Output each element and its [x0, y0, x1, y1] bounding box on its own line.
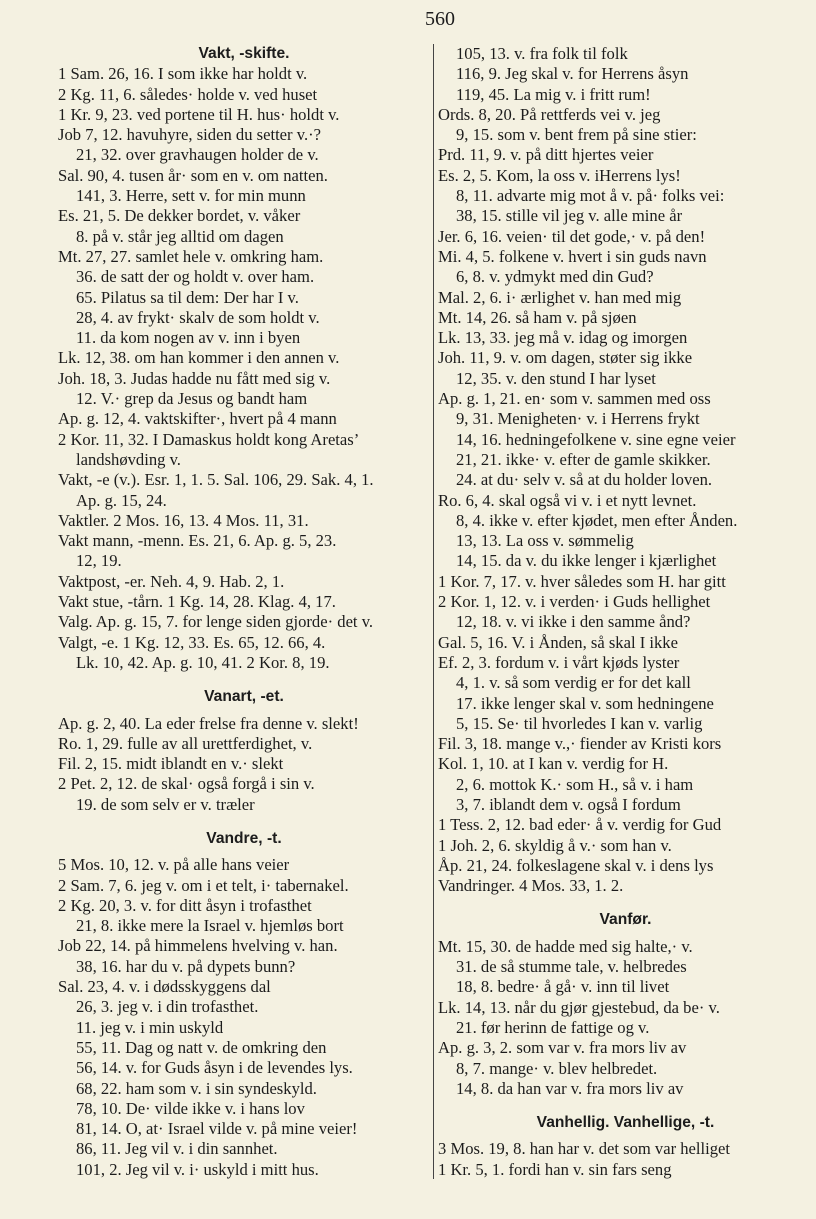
concordance-entry: 2 Kg. 11, 6. således· holde v. ved huset — [58, 84, 318, 104]
concordance-entry: 3 Mos. 19, 8. han har v. det som var helliget — [438, 1139, 731, 1159]
concordance-entry: 1 Kor. 7, 17. v. hver således som H. har gitt — [438, 571, 726, 591]
concordance-entry: 17. ikke lenger skal v. som hedningene — [456, 693, 714, 713]
concordance-entry: 86, 11. Jeg vil v. i din sannhet. — [76, 1139, 278, 1159]
concordance-entry: Es. 2, 5. Kom, la oss v. iHerrens lys! — [438, 165, 681, 185]
concordance-entry: Job 7, 12. havuhyre, siden du setter v.·? — [58, 125, 321, 145]
concordance-entry: Joh. 11, 9. v. om dagen, støter sig ikke — [438, 348, 693, 368]
concordance-entry: Ords. 8, 20. På rettferds vei v. jeg — [438, 104, 661, 124]
concordance-entry: 56, 14. v. for Guds åsyn i de levendes lys. — [76, 1058, 353, 1078]
concordance-entry: 68, 22. ham som v. i sin syndeskyld. — [76, 1078, 317, 1098]
concordance-entry: Ap. g. 12, 4. vaktskifter·, hvert på 4 mann — [58, 409, 337, 429]
concordance-entry: 119, 45. La mig v. i fritt rum! — [456, 84, 651, 104]
concordance-entry: Ap. g. 1, 21. en· som v. sammen med oss — [438, 389, 711, 409]
section-heading: Vanart, -et. — [204, 688, 284, 706]
concordance-entry: 116, 9. Jeg skal v. for Herrens åsyn — [456, 64, 689, 84]
concordance-entry: Prd. 11, 9. v. på ditt hjertes veier — [438, 145, 654, 165]
column-divider — [433, 44, 434, 1179]
concordance-entry: Mt. 27, 27. samlet hele v. omkring ham. — [58, 246, 324, 266]
concordance-entry: Mi. 4, 5. folkene v. hvert i sin guds navn — [438, 246, 707, 266]
concordance-entry: 8. på v. står jeg alltid om dagen — [76, 226, 284, 246]
section-heading: Vanfør. — [599, 911, 652, 929]
concordance-entry: Vakt mann, -menn. Es. 21, 6. Ap. g. 5, 23. — [58, 531, 337, 551]
concordance-entry: 1 Kr. 5, 1. fordi han v. sin fars seng — [438, 1159, 672, 1179]
concordance-entry: 12, 35. v. den stund I har lyset — [456, 368, 656, 388]
concordance-entry: 18, 8. bedre· å gå· v. inn til livet — [456, 977, 670, 997]
concordance-entry: 14, 16. hedningefolkene v. sine egne veier — [456, 429, 736, 449]
concordance-entry: 21, 21. ikke· v. efter de gamle skikker. — [456, 449, 711, 469]
concordance-entry: Ro. 6, 4. skal også vi v. i et nytt levnet. — [438, 490, 697, 510]
concordance-entry: Vandringer. 4 Mos. 33, 1. 2. — [438, 876, 624, 896]
concordance-entry: 19. de som selv er v. træler — [76, 794, 255, 814]
concordance-entry: 1 Kr. 9, 23. ved portene til H. hus· holdt v. — [58, 104, 340, 124]
concordance-entry: 1 Sam. 26, 16. I som ikke har holdt v. — [58, 64, 308, 84]
concordance-entry: 38, 15. stille vil jeg v. alle mine år — [456, 206, 683, 226]
concordance-entry: Sal. 23, 4. v. i dødsskyggens dal — [58, 977, 271, 997]
concordance-entry: 24. at du· selv v. så at du holder loven. — [456, 470, 713, 490]
concordance-entry: Vaktler. 2 Mos. 16, 13. 4 Mos. 11, 31. — [58, 510, 309, 530]
concordance-entry: 8, 7. mange· v. blev helbredet. — [456, 1058, 658, 1078]
concordance-entry: Lk. 12, 38. om han kommer i den annen v. — [58, 348, 340, 368]
concordance-entry: 2 Kg. 20, 3. v. for ditt åsyn i trofasthet — [58, 895, 312, 915]
concordance-entry: Vakt stue, -tårn. 1 Kg. 14, 28. Klag. 4, 17. — [58, 592, 336, 612]
concordance-entry: 12, 19. — [76, 551, 122, 571]
concordance-entry: Ef. 2, 3. fordum v. i vårt kjøds lyster — [438, 652, 680, 672]
concordance-entry: 9, 15. som v. bent frem på sine stier: — [456, 125, 697, 145]
concordance-entry: Lk. 14, 13. når du gjør gjestebud, da be· v. — [438, 997, 720, 1017]
concordance-entry: 21, 8. ikke mere la Israel v. hjemløs bort — [76, 916, 344, 936]
concordance-entry: 13, 13. La oss v. sømmelig — [456, 531, 634, 551]
concordance-entry: Es. 21, 5. De dekker bordet, v. våker — [58, 206, 301, 226]
section-heading: Vandre, -t. — [206, 829, 282, 847]
concordance-entry: 2 Sam. 7, 6. jeg v. om i et telt, i· tabernakel. — [58, 875, 349, 895]
concordance-entry: 21. før herinn de fattige og v. — [456, 1017, 650, 1037]
concordance-entry: Fil. 3, 18. mange v.,· fiender av Kristi kors — [438, 734, 722, 754]
concordance-entry: Valgt, -e. 1 Kg. 12, 33. Es. 65, 12. 66, 4. — [58, 632, 326, 652]
concordance-entry: 21, 32. over gravhaugen holder de v. — [76, 145, 319, 165]
concordance-entry: 65. Pilatus sa til dem: Der har I v. — [76, 287, 299, 307]
concordance-entry: Vakt, -e (v.). Esr. 1, 1. 5. Sal. 106, 29. Sak. 4, 1. — [58, 470, 374, 490]
left-column — [58, 44, 430, 1180]
section-heading: Vanhellig. Vanhellige, -t. — [536, 1114, 715, 1132]
concordance-entry: Lk. 10, 42. Ap. g. 10, 41. 2 Kor. 8, 19. — [76, 652, 330, 672]
concordance-entry: Ap. g. 2, 40. La eder frelse fra denne v. slekt! — [58, 713, 359, 733]
concordance-entry: 5, 15. Se· til hvorledes I kan v. varlig — [456, 713, 703, 733]
concordance-entry: 101, 2. Jeg vil v. i· uskyld i mitt hus. — [76, 1159, 319, 1179]
section-heading: Vakt, -skifte. — [198, 45, 290, 62]
concordance-entry: Mt. 15, 30. de hadde med sig halte,· v. — [438, 936, 693, 956]
concordance-entry: Ap. g. 3, 2. som var v. fra mors liv av — [438, 1038, 687, 1058]
concordance-entry: 78, 10. De· vilde ikke v. i hans lov — [76, 1098, 305, 1118]
concordance-entry: 11. da kom nogen av v. inn i byen — [76, 328, 301, 348]
concordance-entry: 14, 15. da v. du ikke lenger i kjærlighet — [456, 551, 717, 571]
concordance-entry: Mal. 2, 6. i· ærlighet v. han med mig — [438, 287, 682, 307]
concordance-entry: 55, 11. Dag og natt v. de omkring den — [76, 1037, 327, 1057]
concordance-entry: 36. de satt der og holdt v. over ham. — [76, 267, 315, 287]
concordance-entry: Lk. 13, 33. jeg må v. idag og imorgen — [438, 328, 688, 348]
concordance-entry: 12. V.· grep da Jesus og bandt ham — [76, 389, 308, 409]
concordance-entry: Joh. 18, 3. Judas hadde nu fått med sig v. — [58, 368, 331, 388]
page-number: 560 — [425, 8, 455, 30]
concordance-entry: 5 Mos. 10, 12. v. på alle hans veier — [58, 855, 290, 875]
concordance-entry: 105, 13. v. fra folk til folk — [456, 44, 628, 63]
concordance-entry: 14, 8. da han var v. fra mors liv av — [456, 1078, 684, 1098]
concordance-entry: Åp. 21, 24. folkeslagene skal v. i dens lys — [438, 855, 714, 875]
concordance-entry: Job 22, 14. på himmelens hvelving v. han. — [58, 936, 338, 956]
concordance-entry: 11. jeg v. i min uskyld — [76, 1017, 224, 1037]
concordance-entry: 141, 3. Herre, sett v. for min munn — [76, 186, 306, 206]
concordance-entry: 26, 3. jeg v. i din trofasthet. — [76, 997, 259, 1017]
concordance-entry: Ap. g. 15, 24. — [76, 490, 167, 510]
concordance-entry: 28, 4. av frykt· skalv de som holdt v. — [76, 307, 320, 327]
concordance-entry: 1 Joh. 2, 6. skyldig å v.· som han v. — [438, 835, 672, 855]
concordance-entry: 2 Kor. 11, 32. I Damaskus holdt kong Aretas’ — [58, 429, 360, 449]
concordance-entry: Gal. 5, 16. V. i Ånden, så skal I ikke — [438, 632, 678, 652]
concordance-entry: Kol. 1, 10. at I kan v. verdig for H. — [438, 754, 669, 774]
concordance-entry: 8, 11. advarte mig mot å v. på· folks vei: — [456, 186, 725, 206]
concordance-entry: landshøvding v. — [76, 449, 181, 469]
concordance-entry: Ro. 1, 29. fulle av all urettferdighet, v. — [58, 733, 313, 753]
concordance-entry: Mt. 14, 26. så ham v. på sjøen — [438, 307, 637, 327]
concordance-entry: 2, 6. mottok K.· som H., så v. i ham — [456, 774, 694, 794]
concordance-entry: 12, 18. v. vi ikke i den samme ånd? — [456, 612, 691, 632]
concordance-entry: Valg. Ap. g. 15, 7. for lenge siden gjorde· det v. — [58, 612, 374, 632]
concordance-entry: 8, 4. ikke v. efter kjødet, men efter Ånden. — [456, 510, 738, 530]
concordance-entry: 31. de så stumme tale, v. helbredes — [456, 957, 687, 977]
concordance-entry: 2 Kor. 1, 12. v. i verden· i Guds hellighet — [438, 592, 711, 612]
concordance-entry: 4, 1. v. så som verdig er for det kall — [456, 673, 691, 693]
right-column — [438, 44, 813, 1180]
concordance-entry: 38, 16. har du v. på dypets bunn? — [76, 956, 296, 976]
concordance-entry: Fil. 2, 15. midt iblandt en v.· slekt — [58, 754, 284, 774]
concordance-entry: 3, 7. iblandt dem v. også I fordum — [456, 794, 681, 814]
concordance-entry: 9, 31. Menigheten· v. i Herrens frykt — [456, 409, 700, 429]
concordance-entry: 2 Pet. 2, 12. de skal· også forgå i sin v. — [58, 774, 315, 794]
concordance-entry: 6, 8. v. ydmykt med din Gud? — [456, 267, 654, 287]
concordance-entry: Sal. 90, 4. tusen år· som en v. om natten. — [58, 165, 328, 185]
concordance-entry: 1 Tess. 2, 12. bad eder· å v. verdig for Gud — [438, 815, 722, 835]
concordance-entry: Vaktpost, -er. Neh. 4, 9. Hab. 2, 1. — [58, 571, 285, 591]
concordance-entry: 81, 14. O, at· Israel vilde v. på mine veier! — [76, 1119, 358, 1139]
concordance-entry: Jer. 6, 16. veien· til det gode,· v. på den! — [438, 226, 706, 246]
